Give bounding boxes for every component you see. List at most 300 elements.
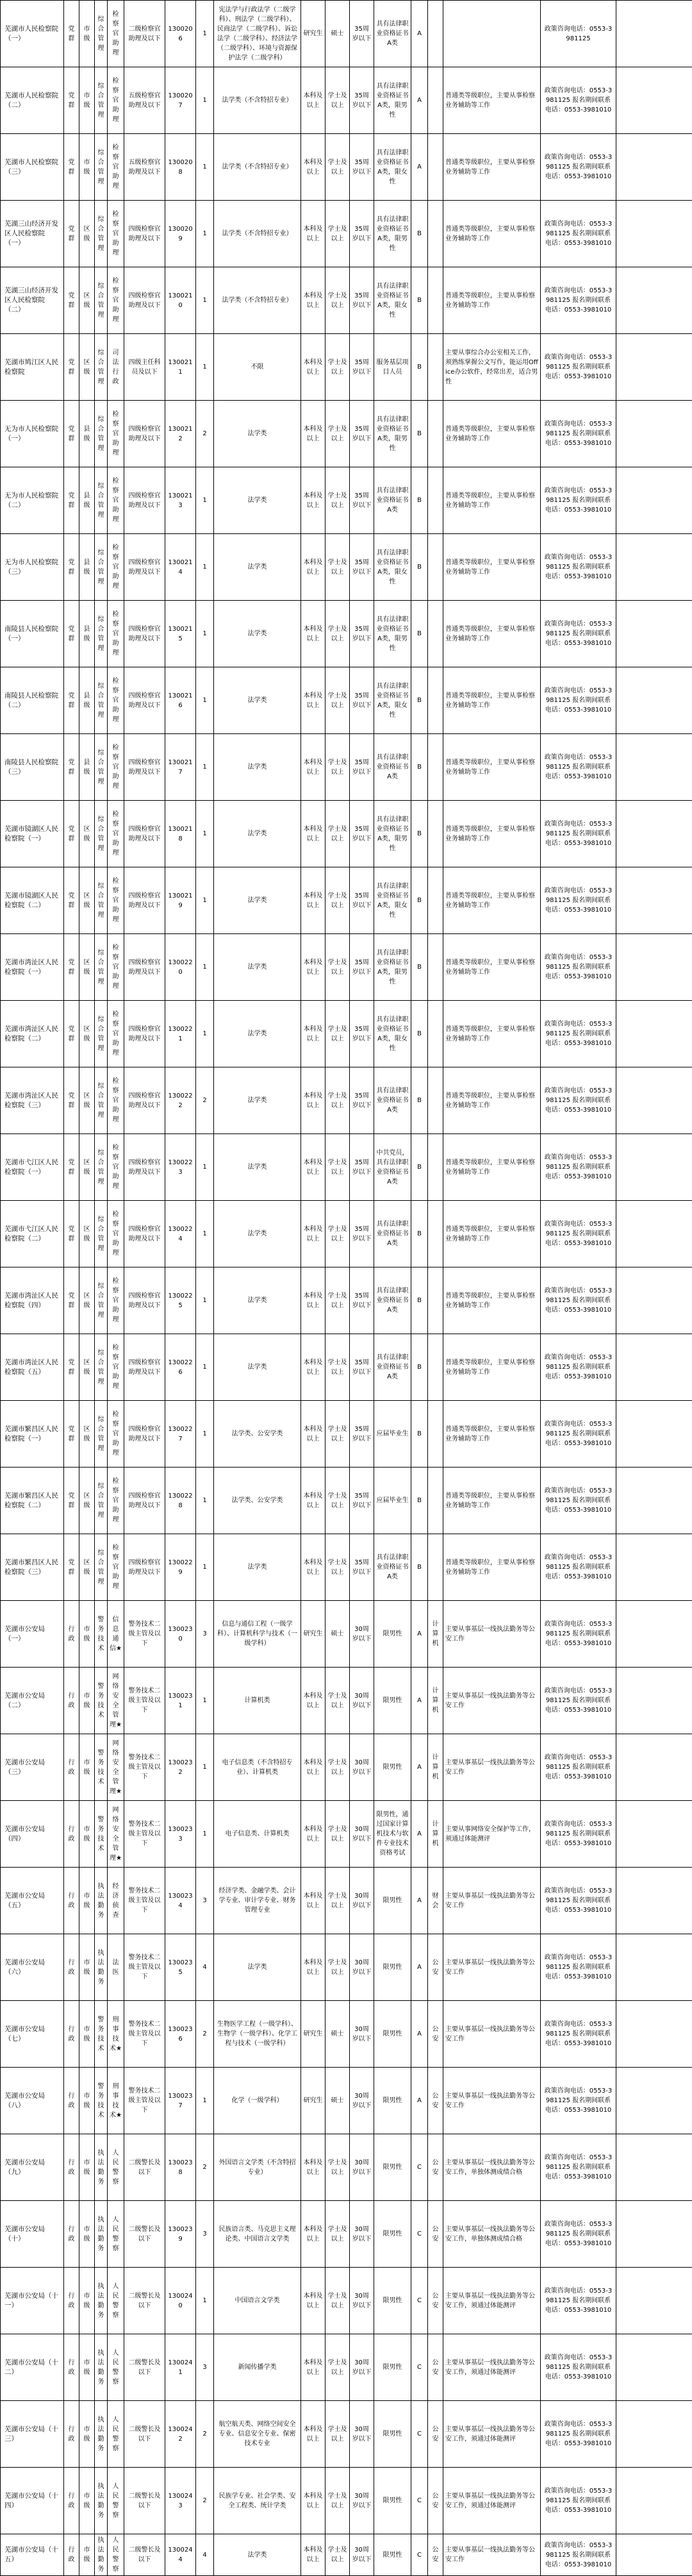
cell-major: 法学类 xyxy=(214,401,301,467)
cell-extra xyxy=(616,1001,692,1067)
cell-type: 检察官助理 xyxy=(108,1267,124,1334)
cell-major: 航空航天类、网络空间安全专业、信息安全专业、保密技术专业 xyxy=(214,2401,301,2468)
table-row xyxy=(1,2401,692,2468)
cell-cond xyxy=(428,1401,443,1468)
cell-age: 30周岁以下 xyxy=(350,1934,374,2001)
cell-extra xyxy=(616,1,692,67)
cell-cond xyxy=(428,67,443,134)
cell-age: 30周岁以下 xyxy=(350,2534,374,2576)
cell-degree: 硕士 xyxy=(325,2068,350,2134)
cell-cond xyxy=(428,1134,443,1201)
cell-degree: 硕士 xyxy=(325,2001,350,2068)
cell-edu: 本科及以上 xyxy=(301,1801,325,1868)
cell-sys: 行政 xyxy=(64,2201,79,2268)
cell-degree: 学士及以上 xyxy=(325,667,350,734)
cell-cond xyxy=(428,667,443,734)
cell-age: 35周岁以下 xyxy=(350,334,374,401)
cell-type: 检察官助理 xyxy=(108,867,124,934)
cell-extra xyxy=(616,1334,692,1401)
cell-remark: 主要从事网络安全保护等工作，须通过体能测评 xyxy=(443,1801,541,1868)
cell-type: 网络安全管理★ xyxy=(108,1734,124,1801)
cell-extra xyxy=(616,1134,692,1201)
table-row xyxy=(1,601,692,667)
cell-age: 30周岁以下 xyxy=(350,1668,374,1734)
cell-unit: 芜湖市公安局（二） xyxy=(1,1668,64,1734)
cell-post: 四级检察官助理及以下 xyxy=(124,1134,165,1201)
cell-post: 二级警长及以下 xyxy=(124,2534,165,2576)
cell-num: 1 xyxy=(196,1801,214,1868)
cell-level: 市级 xyxy=(79,2401,95,2468)
cell-remark: 主要从事基层一线执法勤务等公安工作 xyxy=(443,1734,541,1801)
cell-code: 1300244 xyxy=(165,2534,196,2576)
cell-type: 刑事技术★ xyxy=(108,2068,124,2134)
cell-type: 检察官助理 xyxy=(108,1201,124,1267)
cell-post: 二级警长及以下 xyxy=(124,2268,165,2334)
cell-phone: 政策咨询电话：0553-3981125 报名期间联系电话：0553-3981010 xyxy=(541,334,616,401)
cell-edu: 本科及以上 xyxy=(301,1868,325,1934)
cell-phone: 政策咨询电话：0553-3981125 报名期间联系电话：0553-3981010 xyxy=(541,601,616,667)
cell-extra xyxy=(616,1534,692,1601)
cell-edu: 本科及以上 xyxy=(301,2201,325,2268)
cell-type: 检察官助理 xyxy=(108,934,124,1001)
cell-sys: 行政 xyxy=(64,2268,79,2334)
cell-phone: 政策咨询电话：0553-3981125 报名期间联系电话：0553-3981010 xyxy=(541,467,616,534)
cell-phone: 政策咨询电话：0553-3981125 报名期间联系电话：0553-3981010 xyxy=(541,2401,616,2468)
cell-ratio: C xyxy=(411,2534,428,2576)
cell-age: 35周岁以下 xyxy=(350,867,374,934)
cell-major: 法学类 xyxy=(214,934,301,1001)
cell-major: 经济学类、金融学类、会计学专业、审计学专业、财务管理专业 xyxy=(214,1868,301,1934)
cell-remark: 普通类等级职位，主要从事检察业务辅助等工作 xyxy=(443,1401,541,1468)
cell-extra xyxy=(616,2134,692,2201)
cell-unit: 芜湖市人民检察院（一） xyxy=(1,1,64,67)
cell-unit: 芜湖市人民检察院（三） xyxy=(1,134,64,201)
cell-type: 检察官助理 xyxy=(108,601,124,667)
cell-remark: 主要从事基层一线执法勤务等公安工作 xyxy=(443,1868,541,1934)
cell-major: 法学类 xyxy=(214,1201,301,1267)
cell-code: 1300231 xyxy=(165,1668,196,1734)
table-row xyxy=(1,1067,692,1134)
cell-other: 限男性 xyxy=(374,2134,411,2201)
cell-age: 30周岁以下 xyxy=(350,1734,374,1801)
cell-type: 网络安全管理★ xyxy=(108,1668,124,1734)
cell-cond xyxy=(428,334,443,401)
cell-type: 检察官助理 xyxy=(108,1134,124,1201)
cell-other: 限男性，通过国家计算机技术与软件专业技术资格考试 xyxy=(374,1801,411,1868)
cell-ratio: B xyxy=(411,934,428,1001)
cell-major: 法学类（不含特招专业） xyxy=(214,134,301,201)
cell-level: 县级 xyxy=(79,401,95,467)
cell-code: 1300206 xyxy=(165,1,196,67)
cell-ratio: B xyxy=(411,1134,428,1201)
cell-remark: 普通类等级职位，主要从事检察业务辅助等工作 xyxy=(443,667,541,734)
cell-remark: 主要从事基层一线执法勤务等公安工作 xyxy=(443,1601,541,1668)
cell-edu: 本科及以上 xyxy=(301,201,325,267)
cell-major: 法学类 xyxy=(214,467,301,534)
cell-extra xyxy=(616,2268,692,2334)
cell-degree: 学士及以上 xyxy=(325,267,350,334)
cell-phone: 政策咨询电话：0553-3981125 报名期间联系电话：0553-3981010 xyxy=(541,2334,616,2401)
cell-remark: 主要从事基层一线执法勤务等公安工作，须通过体能测评 xyxy=(443,2401,541,2468)
cell-age: 35周岁以下 xyxy=(350,134,374,201)
cell-post: 四级检察官助理及以下 xyxy=(124,1067,165,1134)
cell-phone: 政策咨询电话：0553-3981125 报名期间联系电话：0553-3981010 xyxy=(541,2268,616,2334)
cell-extra xyxy=(616,401,692,467)
cell-degree: 学士及以上 xyxy=(325,1134,350,1201)
cell-major: 法学类 xyxy=(214,1001,301,1067)
cell-code: 1300240 xyxy=(165,2268,196,2334)
cell-num: 1 xyxy=(196,934,214,1001)
cell-cond xyxy=(428,1201,443,1267)
table-row xyxy=(1,1534,692,1601)
cell-extra xyxy=(616,1668,692,1734)
cell-num: 2 xyxy=(196,1067,214,1134)
cell-remark: 主要从事基层一线执法勤务等公安工作，须通过体能测评 xyxy=(443,2268,541,2334)
cell-post: 四级检察官助理及以下 xyxy=(124,1334,165,1401)
cell-phone: 政策咨询电话：0553-3981125 报名期间联系电话：0553-3981010 xyxy=(541,267,616,334)
cell-level: 区级 xyxy=(79,1067,95,1134)
cell-sys: 党群 xyxy=(64,734,79,801)
cell-post: 四级检察官助理及以下 xyxy=(124,867,165,934)
cell-sys: 党群 xyxy=(64,134,79,201)
cell-extra xyxy=(616,334,692,401)
cell-age: 35周岁以下 xyxy=(350,1334,374,1401)
cell-degree: 学士及以上 xyxy=(325,1734,350,1801)
cell-post: 警务技术二级主管及以下 xyxy=(124,1801,165,1868)
cell-type: 网络安全管理★ xyxy=(108,1801,124,1868)
cell-code: 1300239 xyxy=(165,2201,196,2268)
cell-num: 2 xyxy=(196,401,214,467)
cell-level: 区级 xyxy=(79,1001,95,1067)
cell-other: 具有法律职业资格证书A类 xyxy=(374,1334,411,1401)
cell-remark: 普通类等级职位，主要从事检察业务辅助等工作 xyxy=(443,1334,541,1401)
cell-other: 限男性 xyxy=(374,1868,411,1934)
cell-phone: 政策咨询电话：0553-3981125 报名期间联系电话：0553-3981010 xyxy=(541,1601,616,1668)
cell-ratio: B xyxy=(411,1001,428,1067)
cell-age: 30周岁以下 xyxy=(350,2134,374,2201)
table-row xyxy=(1,2534,692,2576)
cell-degree: 学士及以上 xyxy=(325,67,350,134)
cell-type: 人民警察 xyxy=(108,2134,124,2201)
cell-degree: 学士及以上 xyxy=(325,1001,350,1067)
cell-level: 区级 xyxy=(79,1534,95,1601)
cell-post: 四级检察官助理及以下 xyxy=(124,267,165,334)
cell-level: 区级 xyxy=(79,201,95,267)
table-row xyxy=(1,2334,692,2401)
cell-level: 市级 xyxy=(79,2268,95,2334)
cell-remark: 普通类等级职位，主要从事检察业务辅助等工作 xyxy=(443,67,541,134)
cell-major: 法学类 xyxy=(214,2534,301,2576)
cell-degree: 学士及以上 xyxy=(325,1801,350,1868)
cell-cat: 综合管理 xyxy=(95,1001,108,1067)
table-row xyxy=(1,2068,692,2134)
cell-cat: 警务技术 xyxy=(95,1801,108,1868)
cell-degree: 学士及以上 xyxy=(325,1868,350,1934)
cell-major: 法学类 xyxy=(214,534,301,601)
cell-major: 电子信息类、计算机类 xyxy=(214,1801,301,1868)
table-row xyxy=(1,667,692,734)
cell-cat: 执法勤务 xyxy=(95,2401,108,2468)
cell-code: 1300207 xyxy=(165,67,196,134)
table-row xyxy=(1,1134,692,1201)
cell-unit: 芜湖市公安局（十二） xyxy=(1,2334,64,2401)
cell-degree: 学士及以上 xyxy=(325,534,350,601)
cell-age: 35周岁以下 xyxy=(350,1134,374,1201)
cell-cond xyxy=(428,267,443,334)
table-row xyxy=(1,2134,692,2201)
cell-sys: 党群 xyxy=(64,801,79,867)
cell-cond: 公安 xyxy=(428,2134,443,2201)
cell-remark: 主要从事基层一线执法勤务等公安工作 xyxy=(443,2068,541,2134)
cell-ratio: A xyxy=(411,67,428,134)
cell-post: 二级警长及以下 xyxy=(124,2401,165,2468)
cell-num: 1 xyxy=(196,1201,214,1267)
cell-type: 经济侦查 xyxy=(108,1868,124,1934)
cell-extra xyxy=(616,1868,692,1934)
cell-remark: 普通类等级职位，主要从事检察业务辅助等工作 xyxy=(443,401,541,467)
cell-other: 具有法律职业资格证书A类，限男性 xyxy=(374,934,411,1001)
cell-degree: 硕士 xyxy=(325,1601,350,1668)
cell-num: 1 xyxy=(196,2268,214,2334)
cell-phone: 政策咨询电话：0553-3981125 报名期间联系电话：0553-3981010 xyxy=(541,1868,616,1934)
cell-cat: 综合管理 xyxy=(95,467,108,534)
cell-edu: 本科及以上 xyxy=(301,1934,325,2001)
cell-edu: 本科及以上 xyxy=(301,1267,325,1334)
table-row xyxy=(1,867,692,934)
cell-phone: 政策咨询电话：0553-3981125 报名期间联系电话：0553-3981010 xyxy=(541,2134,616,2201)
cell-ratio: A xyxy=(411,1868,428,1934)
cell-age: 30周岁以下 xyxy=(350,2068,374,2134)
cell-ratio: C xyxy=(411,2134,428,2201)
cell-extra xyxy=(616,801,692,867)
table-row xyxy=(1,734,692,801)
cell-ratio: B xyxy=(411,1267,428,1334)
cell-cond xyxy=(428,601,443,667)
cell-ratio: A xyxy=(411,2068,428,2134)
cell-cond xyxy=(428,1,443,67)
cell-post: 四级主任科员及以下 xyxy=(124,334,165,401)
cell-other: 限男性 xyxy=(374,1668,411,1734)
cell-sys: 行政 xyxy=(64,1801,79,1868)
cell-edu: 研究生 xyxy=(301,1601,325,1668)
cell-other: 具有法律职业资格证书A类 xyxy=(374,1201,411,1267)
cell-extra xyxy=(616,534,692,601)
cell-sys: 行政 xyxy=(64,2534,79,2576)
cell-extra xyxy=(616,1734,692,1801)
cell-degree: 学士及以上 xyxy=(325,1067,350,1134)
cell-ratio: A xyxy=(411,1,428,67)
cell-degree: 硕士 xyxy=(325,1,350,67)
table-row xyxy=(1,201,692,267)
cell-degree: 学士及以上 xyxy=(325,401,350,467)
cell-unit: 芜湖市鸠江区人民检察院 xyxy=(1,334,64,401)
cell-num: 1 xyxy=(196,2068,214,2134)
cell-level: 区级 xyxy=(79,1468,95,1534)
cell-code: 1300222 xyxy=(165,1067,196,1134)
cell-degree: 学士及以上 xyxy=(325,2268,350,2334)
cell-post: 四级检察官助理及以下 xyxy=(124,601,165,667)
cell-ratio: B xyxy=(411,334,428,401)
cell-age: 35周岁以下 xyxy=(350,1534,374,1601)
cell-degree: 学士及以上 xyxy=(325,134,350,201)
cell-edu: 本科及以上 xyxy=(301,601,325,667)
cell-level: 市级 xyxy=(79,2134,95,2201)
cell-code: 1300225 xyxy=(165,1267,196,1334)
cell-age: 30周岁以下 xyxy=(350,2201,374,2268)
cell-remark xyxy=(443,1,541,67)
cell-extra xyxy=(616,934,692,1001)
cell-level: 市级 xyxy=(79,2201,95,2268)
cell-extra xyxy=(616,2401,692,2468)
cell-age: 35周岁以下 xyxy=(350,1267,374,1334)
cell-type: 检察官助理 xyxy=(108,401,124,467)
cell-phone: 政策咨询电话：0553-3981125 报名期间联系电话：0553-3981010 xyxy=(541,1468,616,1534)
cell-level: 市级 xyxy=(79,1868,95,1934)
cell-unit: 芜湖市公安局（十四） xyxy=(1,2468,64,2534)
cell-remark: 普通类等级职位，主要从事检察业务辅助等工作 xyxy=(443,601,541,667)
cell-cat: 综合管理 xyxy=(95,401,108,467)
cell-extra xyxy=(616,734,692,801)
cell-age: 30周岁以下 xyxy=(350,2468,374,2534)
table-row xyxy=(1,1601,692,1668)
cell-other: 具有法律职业资格证书A类，限男性 xyxy=(374,801,411,867)
cell-level: 县级 xyxy=(79,734,95,801)
cell-major: 民族语言类、马克思主义理论类、中国语言文学类 xyxy=(214,2201,301,2268)
cell-degree: 学士及以上 xyxy=(325,201,350,267)
cell-num: 1 xyxy=(196,1534,214,1601)
cell-num: 1 xyxy=(196,467,214,534)
cell-level: 区级 xyxy=(79,267,95,334)
cell-cond: 公安 xyxy=(428,2534,443,2576)
cell-edu: 本科及以上 xyxy=(301,2268,325,2334)
cell-code: 1300238 xyxy=(165,2134,196,2201)
cell-post: 四级检察官助理及以下 xyxy=(124,1201,165,1267)
cell-remark: 普通类等级职位，主要从事检察业务辅助等工作 xyxy=(443,1067,541,1134)
cell-ratio: B xyxy=(411,1067,428,1134)
cell-type: 检察官助理 xyxy=(108,534,124,601)
cell-num: 1 xyxy=(196,267,214,334)
cell-cond xyxy=(428,467,443,534)
cell-major: 法学类（不含特招专业） xyxy=(214,67,301,134)
table-row xyxy=(1,401,692,467)
cell-post: 二级警长及以下 xyxy=(124,2468,165,2534)
cell-ratio: B xyxy=(411,667,428,734)
table-row xyxy=(1,67,692,134)
cell-code: 1300219 xyxy=(165,867,196,934)
cell-other: 限男性 xyxy=(374,2401,411,2468)
cell-sys: 行政 xyxy=(64,2068,79,2134)
cell-remark: 普通类等级职位，主要从事检察业务辅助等工作 xyxy=(443,1201,541,1267)
cell-cat: 综合管理 xyxy=(95,267,108,334)
cell-post: 四级检察官助理及以下 xyxy=(124,734,165,801)
cell-type: 检察官助理 xyxy=(108,467,124,534)
cell-code: 1300214 xyxy=(165,534,196,601)
cell-num: 4 xyxy=(196,1934,214,2001)
cell-cat: 执法勤务 xyxy=(95,2534,108,2576)
cell-unit: 芜湖市湾沚区人民检察院（三） xyxy=(1,1067,64,1134)
cell-num: 1 xyxy=(196,734,214,801)
cell-age: 35周岁以下 xyxy=(350,667,374,734)
cell-major: 法学类（不含特招专业） xyxy=(214,201,301,267)
cell-cond xyxy=(428,201,443,267)
cell-age: 35周岁以下 xyxy=(350,601,374,667)
cell-degree: 学士及以上 xyxy=(325,801,350,867)
cell-cond: 公安 xyxy=(428,1934,443,2001)
cell-other: 具有法律职业资格证书A类，限女性 xyxy=(374,134,411,201)
cell-remark: 普通类等级职位，主要从事检察业务辅助等工作 xyxy=(443,1534,541,1601)
cell-cat: 综合管理 xyxy=(95,801,108,867)
cell-extra xyxy=(616,1267,692,1334)
cell-remark: 主要从事基层一线执法勤务等公安工作，单独体测成绩合格 xyxy=(443,2134,541,2201)
cell-level: 市级 xyxy=(79,1734,95,1801)
cell-ratio: B xyxy=(411,1401,428,1468)
cell-degree: 学士及以上 xyxy=(325,1668,350,1734)
cell-extra xyxy=(616,1934,692,2001)
cell-code: 1300234 xyxy=(165,1868,196,1934)
cell-remark: 普通类等级职位，主要从事检察业务辅助等工作 xyxy=(443,1134,541,1201)
cell-major: 法学类 xyxy=(214,601,301,667)
cell-extra xyxy=(616,1401,692,1468)
cell-extra xyxy=(616,2068,692,2134)
cell-edu: 本科及以上 xyxy=(301,1468,325,1534)
cell-cat: 执法勤务 xyxy=(95,2134,108,2201)
cell-sys: 党群 xyxy=(64,67,79,134)
cell-remark: 普通类等级职位，主要从事检察业务辅助等工作 xyxy=(443,734,541,801)
cell-level: 市级 xyxy=(79,2001,95,2068)
cell-other: 限男性 xyxy=(374,1734,411,1801)
cell-edu: 本科及以上 xyxy=(301,2134,325,2201)
cell-major: 生物医学工程（一级学科）、生物学（一级学科）、化学工程与技术（一级学科） xyxy=(214,2001,301,2068)
cell-major: 法学类 xyxy=(214,1267,301,1334)
table-row xyxy=(1,1868,692,1934)
cell-other: 限男性 xyxy=(374,2534,411,2576)
cell-edu: 本科及以上 xyxy=(301,534,325,601)
cell-extra xyxy=(616,2201,692,2268)
cell-other: 限男性 xyxy=(374,1601,411,1668)
cell-unit: 芜湖市公安局（四） xyxy=(1,1801,64,1868)
cell-unit: 芜湖市繁昌区人民检察院（三） xyxy=(1,1534,64,1601)
cell-phone: 政策咨询电话：0553-3981125 报名期间联系电话：0553-3981010 xyxy=(541,1734,616,1801)
cell-extra xyxy=(616,1801,692,1868)
cell-num: 2 xyxy=(196,2001,214,2068)
cell-unit: 南陵县人民检察院（三） xyxy=(1,734,64,801)
cell-type: 检察官助理 xyxy=(108,134,124,201)
cell-age: 30周岁以下 xyxy=(350,1601,374,1668)
table-row xyxy=(1,1401,692,1468)
cell-phone: 政策咨询电话：0553-3981125 报名期间联系电话：0553-3981010 xyxy=(541,1334,616,1401)
cell-cat: 执法勤务 xyxy=(95,2334,108,2401)
cell-ratio: B xyxy=(411,734,428,801)
cell-phone: 政策咨询电话：0553-3981125 报名期间联系电话：0553-3981010 xyxy=(541,67,616,134)
cell-sys: 党群 xyxy=(64,1001,79,1067)
cell-level: 区级 xyxy=(79,1334,95,1401)
cell-level: 县级 xyxy=(79,601,95,667)
cell-remark: 普通类等级职位，主要从事检察业务辅助等工作 xyxy=(443,201,541,267)
cell-phone: 政策咨询电话：0553-3981125 报名期间联系电话：0553-3981010 xyxy=(541,734,616,801)
cell-level: 市级 xyxy=(79,134,95,201)
cell-degree: 学士及以上 xyxy=(325,467,350,534)
cell-other: 应届毕业生 xyxy=(374,1468,411,1534)
cell-code: 1300221 xyxy=(165,1001,196,1067)
cell-num: 1 xyxy=(196,801,214,867)
cell-extra xyxy=(616,1601,692,1668)
cell-code: 1300230 xyxy=(165,1601,196,1668)
cell-type: 检察官助理 xyxy=(108,1401,124,1468)
table-row xyxy=(1,2468,692,2534)
cell-cond: 公安 xyxy=(428,2068,443,2134)
cell-code: 1300212 xyxy=(165,401,196,467)
cell-major: 中国语言文学类 xyxy=(214,2268,301,2334)
